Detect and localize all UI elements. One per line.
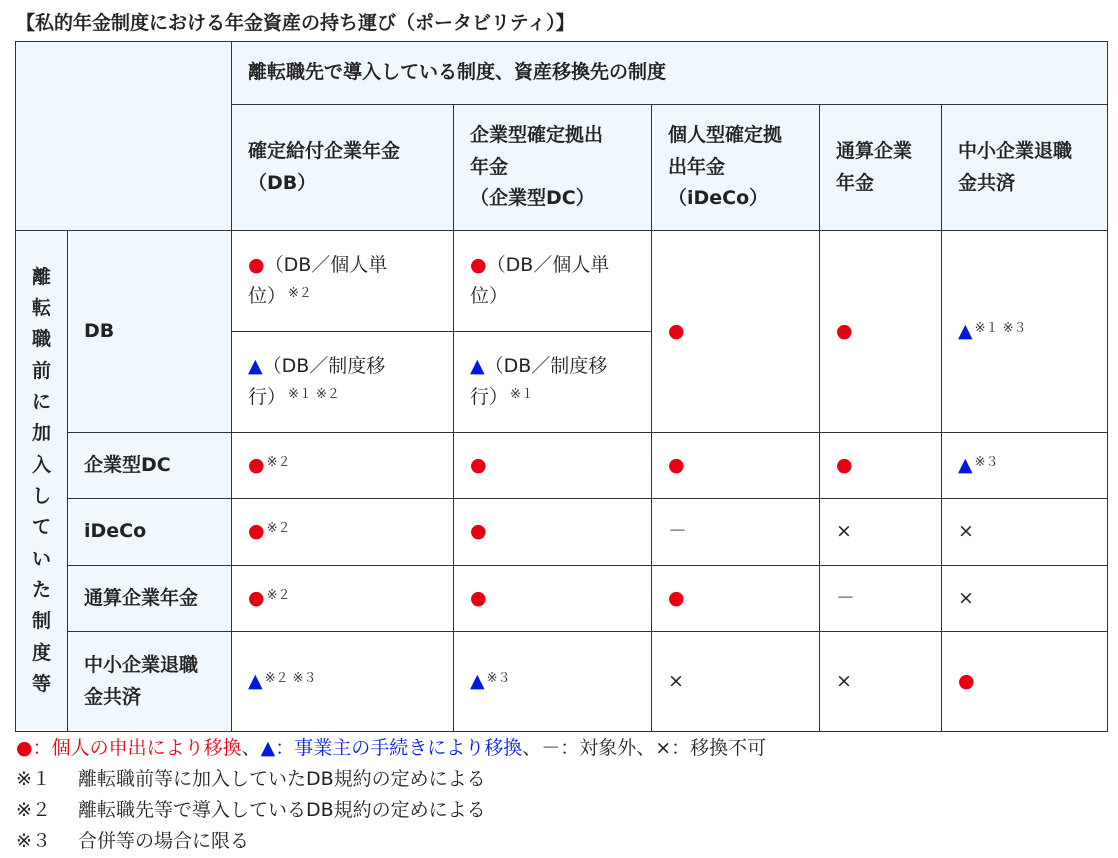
cell-dc-tsusan (820, 433, 942, 499)
cell-chusho-chusho (942, 632, 1108, 732)
cell-chusho-dc: ▲ $^{※3}$ (454, 632, 652, 732)
cell-db-db-transfer: ▲（DB／制度移 行） $^{※1 ※2}$ (232, 332, 454, 433)
row-group-label: 離 転 職 前 に 加 入 し て い た 制 度 等 (16, 231, 68, 732)
triangle-icon: ▲ (470, 669, 485, 692)
legend-circle: ●：個人の申出により移換 (16, 737, 242, 759)
circle-icon: ● (668, 586, 685, 609)
page-title: 【私的年金制度における年金資産の持ち運び（ポータビリティ）】 (16, 12, 575, 34)
cell-dc-ideco (652, 433, 820, 499)
portability-table (15, 41, 1108, 732)
cell-db-dc-transfer: ▲（DB／制度移 行） $^{※1}$ (454, 332, 652, 433)
triangle-icon: ▲ (470, 354, 485, 377)
circle-icon: ● (248, 253, 265, 276)
legend-triangle: ▲：事業主の手続きにより移換 (260, 737, 523, 759)
row-header-chusho: 中小企業退職 金共済 (68, 632, 232, 732)
triangle-icon: ▲ (958, 319, 973, 342)
dash-mark: － (668, 520, 688, 543)
note-1: ※１ 離転職前等に加入していたDB規約の定めによる (16, 768, 486, 790)
circle-icon: ● (248, 520, 265, 543)
row-header-tsusan: 通算企業年金 (68, 566, 232, 632)
cell-db-ideco (652, 231, 820, 433)
cell-db-chusho: ▲ $^{※1 ※3}$ (942, 231, 1108, 433)
note-3: ※３ 合併等の場合に限る (16, 830, 250, 852)
cell-db-tsusan (820, 231, 942, 433)
legend (16, 733, 766, 857)
note-2: ※２ 離転職先等で導入しているDB規約の定めによる (16, 799, 486, 821)
row-header-dc: 企業型DC (68, 433, 232, 499)
cell-ideco-chusho (942, 499, 1108, 566)
col-header-ideco: 個人型確定拠 出年金 （iDeCo） (652, 105, 820, 231)
col-header-dc: 企業型確定拠出 年金 （企業型DC） (454, 105, 652, 231)
circle-icon: ● (248, 586, 265, 609)
cell-ideco-ideco (652, 499, 820, 566)
cell-chusho-tsusan (820, 632, 942, 732)
cell-tsusan-chusho (942, 566, 1108, 632)
cell-dc-db: ● $^{※2}$ (232, 433, 454, 499)
legend-line: ●：個人の申出により移換、▲：事業主の手続きにより移換、－：対象外、×：移換不可 (16, 737, 767, 759)
cell-db-dc-individual: ●（DB／個人単 位） (454, 231, 652, 332)
cell-tsusan-tsusan (820, 566, 942, 632)
row-header-ideco: iDeCo (68, 499, 232, 566)
circle-icon: ● (248, 453, 265, 476)
cross-mark: × (836, 520, 852, 543)
cross-mark: × (958, 520, 974, 543)
cell-dc-chusho: ▲ $^{※3}$ (942, 433, 1108, 499)
cell-ideco-dc (454, 499, 652, 566)
cross-mark: × (958, 586, 974, 609)
legend-rest: 、－：対象外、×：移換不可 (522, 737, 767, 759)
circle-icon: ● (668, 319, 685, 342)
cell-chusho-ideco (652, 632, 820, 732)
col-header-db: 確定給付企業年金 （DB） (232, 105, 454, 231)
circle-icon: ● (470, 253, 487, 276)
corner-cell (16, 42, 232, 231)
cell-tsusan-dc (454, 566, 652, 632)
cell-dc-dc (454, 433, 652, 499)
circle-icon: ● (470, 453, 487, 476)
col-header-chusho: 中小企業退職 金共済 (942, 105, 1108, 231)
cell-ideco-tsusan (820, 499, 942, 566)
circle-icon: ● (836, 453, 853, 476)
dest-label: 離転職先で導入している制度、資産移換先の制度 (232, 42, 1108, 105)
cross-mark: × (836, 669, 852, 692)
cell-ideco-db: ● $^{※2}$ (232, 499, 454, 566)
triangle-icon: ▲ (248, 669, 263, 692)
circle-icon: ● (668, 453, 685, 476)
cross-mark: × (668, 669, 684, 692)
col-header-tsusan: 通算企業 年金 (820, 105, 942, 231)
circle-icon: ● (836, 319, 853, 342)
triangle-icon: ▲ (958, 453, 973, 476)
cell-tsusan-db: ● $^{※2}$ (232, 566, 454, 632)
triangle-icon: ▲ (248, 354, 263, 377)
cell-db-db-individual: ●（DB／個人単 位） $^{※2}$ (232, 231, 454, 332)
dash-mark: － (836, 586, 856, 609)
circle-icon: ● (958, 669, 975, 692)
cell-tsusan-ideco (652, 566, 820, 632)
circle-icon: ● (470, 520, 487, 543)
cell-chusho-db: ▲ $^{※2 ※3}$ (232, 632, 454, 732)
row-header-db: DB (68, 231, 232, 433)
circle-icon: ● (470, 586, 487, 609)
